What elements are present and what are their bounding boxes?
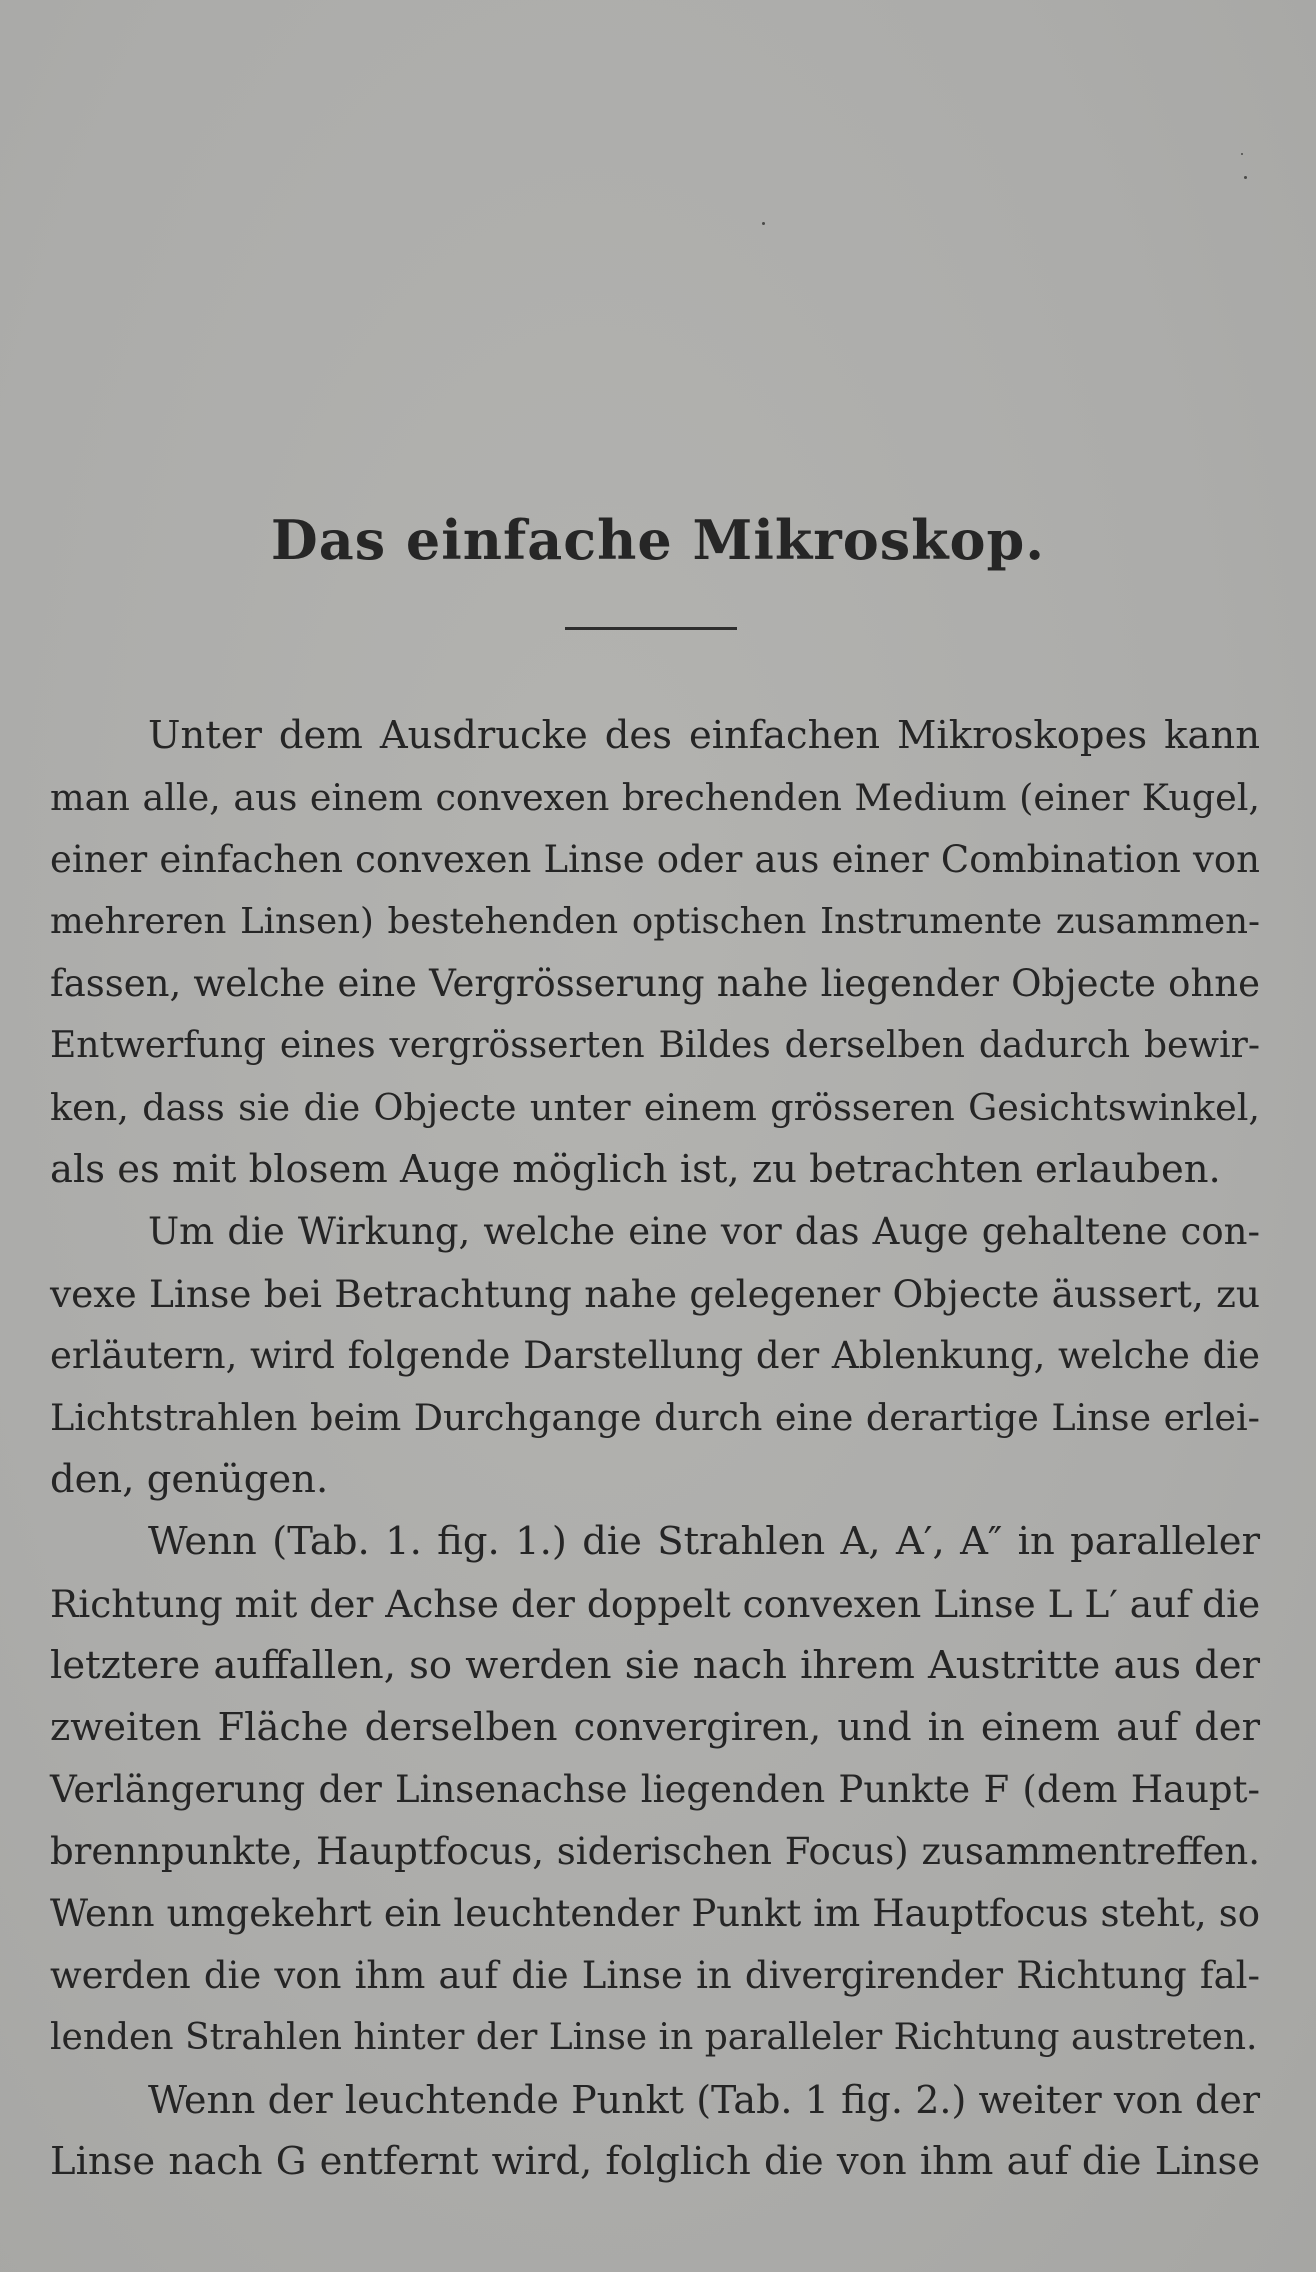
text-line: mehreren Linsen) bestehenden optischen Instrumente zusammen- — [50, 901, 1260, 942]
text-line: Wenn der leuchtende Punkt (Tab. 1 fig. 2.) weiter von der — [148, 2078, 1260, 2122]
paper-speck — [1244, 176, 1247, 179]
text-line: Wenn umgekehrt ein leuchtender Punkt im Hauptfocus steht, so — [50, 1892, 1260, 1935]
text-line: letztere auffallen, so werden sie nach ihrem Austritte aus der — [50, 1643, 1260, 1688]
text-line: fassen, welche eine Vergrösserung nahe liegender Objecte ohne — [50, 962, 1260, 1005]
text-line: ken, dass sie die Objecte unter einem grösseren Gesichtswinkel, — [50, 1086, 1260, 1129]
title-rule — [565, 627, 737, 630]
text-line: lenden Strahlen hinter der Linse in paralleler Richtung austreten. — [50, 2017, 1258, 2058]
text-line: vexe Linse bei Betrachtung nahe gelegener Objecte äussert, zu — [50, 1272, 1260, 1316]
text-line: man alle, aus einem convexen brechenden Medium (einer Kugel, — [50, 776, 1260, 819]
text-line: Unter dem Ausdrucke des einfachen Mikroskopes kann — [148, 713, 1260, 758]
body-text — [50, 705, 1260, 2193]
text-line: zweiten Fläche derselben convergiren, und in einem auf der — [50, 1705, 1260, 1750]
chapter-title: Das einfache Mikroskop. — [270, 508, 1046, 572]
text-line: als es mit blosem Auge möglich ist, zu betrachten erlauben. — [50, 1147, 1221, 1192]
text-line: Linse nach G entfernt wird, folglich die von ihm auf die Linse — [50, 2139, 1260, 2184]
paper-speck — [1241, 153, 1243, 155]
text-line: Um die Wirkung, welche eine vor das Auge gehaltene con- — [148, 1210, 1260, 1253]
text-line: Wenn (Tab. 1. fig. 1.) die Strahlen A, A′, A″ in paralleler — [148, 1519, 1260, 1564]
text-line: Lichtstrahlen beim Durchgange durch eine derartige Linse erlei- — [50, 1396, 1260, 1439]
text-line: Verlängerung der Linsenachse liegenden Punkte F (dem Haupt- — [50, 1768, 1260, 1811]
text-line: Entwerfung eines vergrösserten Bildes derselben dadurch bewir- — [50, 1025, 1260, 1066]
text-line: werden die von ihm auf die Linse in divergirender Richtung fal- — [50, 1954, 1260, 1997]
text-line: den, genügen. — [50, 1457, 329, 1502]
paper-speck — [762, 222, 765, 225]
text-line: Richtung mit der Achse der doppelt convexen Linse L L′ auf die — [50, 1582, 1261, 1626]
text-line: erläutern, wird folgende Darstellung der Ablenkung, welche die — [50, 1334, 1260, 1377]
text-line: brennpunkte, Hauptfocus, siderischen Focus) zusammentreffen. — [50, 1830, 1260, 1873]
text-line: einer einfachen convexen Linse oder aus einer Combination von — [50, 838, 1260, 881]
